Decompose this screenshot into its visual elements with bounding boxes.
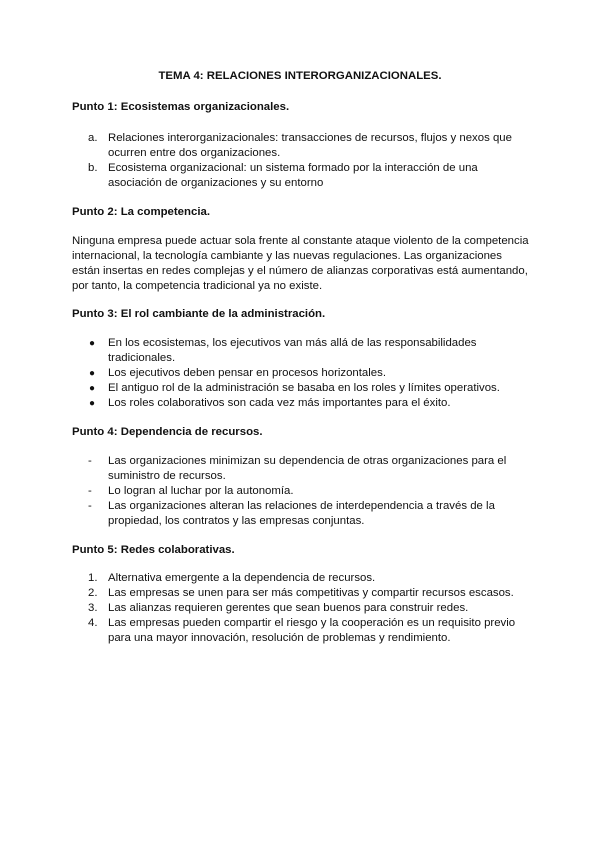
section-5-list	[72, 571, 532, 646]
list-item	[72, 366, 532, 381]
list-item	[72, 381, 532, 396]
list-number: 2.	[88, 587, 98, 599]
list-item	[72, 571, 532, 586]
section-3-heading: Punto 3: El rol cambiante de la administración.	[72, 308, 326, 320]
dash-marker: -	[88, 485, 92, 497]
list-item	[72, 601, 532, 616]
list-item-text: Las organizaciones minimizan su dependencia de otras organizaciones para el suministro de recursos.	[108, 455, 507, 482]
list-number: 1.	[88, 572, 98, 584]
section-5-heading: Punto 5: Redes colaborativas.	[72, 544, 235, 556]
list-item	[72, 499, 532, 529]
list-item	[72, 616, 532, 646]
list-item-text: En los ecosistemas, los ejecutivos van más allá de las responsabilidades tradicionales.	[108, 337, 477, 364]
document-title: TEMA 4: RELACIONES INTERORGANIZACIONALES.	[158, 70, 442, 82]
list-number: 4.	[88, 617, 98, 629]
section-3-list	[72, 336, 532, 411]
list-item-text: Los roles colaborativos son cada vez más importantes para el éxito.	[108, 397, 451, 409]
list-marker: a.	[88, 132, 98, 144]
section-2-paragraph: Ninguna empresa puede actuar sola frente al constante ataque violento de la competencia internacional, la tecnología cambiante y las nuevas regulaciones. Las organizaciones están insertas en redes complejas y el número de alianzas corporativas está aumentando, por tanto, la competencia tradicional ya no existe.	[72, 235, 529, 292]
bullet-icon: ●	[89, 338, 96, 349]
bullet-icon: ●	[89, 398, 96, 409]
section-4-list	[72, 454, 532, 529]
list-item	[72, 586, 532, 601]
list-item-text: Lo logran al luchar por la autonomía.	[108, 485, 294, 497]
list-item-text: El antiguo rol de la administración se basaba en los roles y límites operativos.	[108, 382, 500, 394]
section-1-list	[72, 131, 532, 191]
bullet-icon: ●	[89, 368, 96, 379]
section-2-heading: Punto 2: La competencia.	[72, 206, 210, 218]
dash-marker: -	[88, 455, 92, 467]
list-number: 3.	[88, 602, 98, 614]
list-item	[72, 161, 532, 191]
list-item	[72, 396, 532, 411]
list-item-text: Las organizaciones alteran las relaciones de interdependencia a través de la propiedad, los contratos y las empresas conjuntas.	[108, 500, 495, 527]
dash-marker: -	[88, 500, 92, 512]
list-item	[72, 336, 532, 366]
list-item-text: Relaciones interorganizacionales: transacciones de recursos, flujos y nexos que ocurren entre dos organizaciones.	[108, 132, 512, 159]
list-item-text: Alternativa emergente a la dependencia de recursos.	[108, 572, 376, 584]
list-item-text: Los ejecutivos deben pensar en procesos horizontales.	[108, 367, 386, 379]
section-4-heading: Punto 4: Dependencia de recursos.	[72, 426, 263, 438]
list-item	[72, 484, 532, 499]
list-item-text: Las alianzas requieren gerentes que sean buenos para construir redes.	[108, 602, 469, 614]
bullet-icon: ●	[89, 383, 96, 394]
list-marker: b.	[88, 162, 98, 174]
list-item	[72, 454, 532, 484]
list-item-text: Las empresas pueden compartir el riesgo y la cooperación es un requisito previo para una mayor innovación, resolución de problemas y rendimiento.	[108, 617, 516, 644]
list-item-text: Ecosistema organizacional: un sistema formado por la interacción de una asociación de organizaciones y su entorno	[108, 162, 478, 189]
section-1-heading: Punto 1: Ecosistemas organizacionales.	[72, 101, 290, 113]
list-item	[72, 131, 532, 161]
list-item-text: Las empresas se unen para ser más competitivas y compartir recursos escasos.	[108, 587, 514, 599]
